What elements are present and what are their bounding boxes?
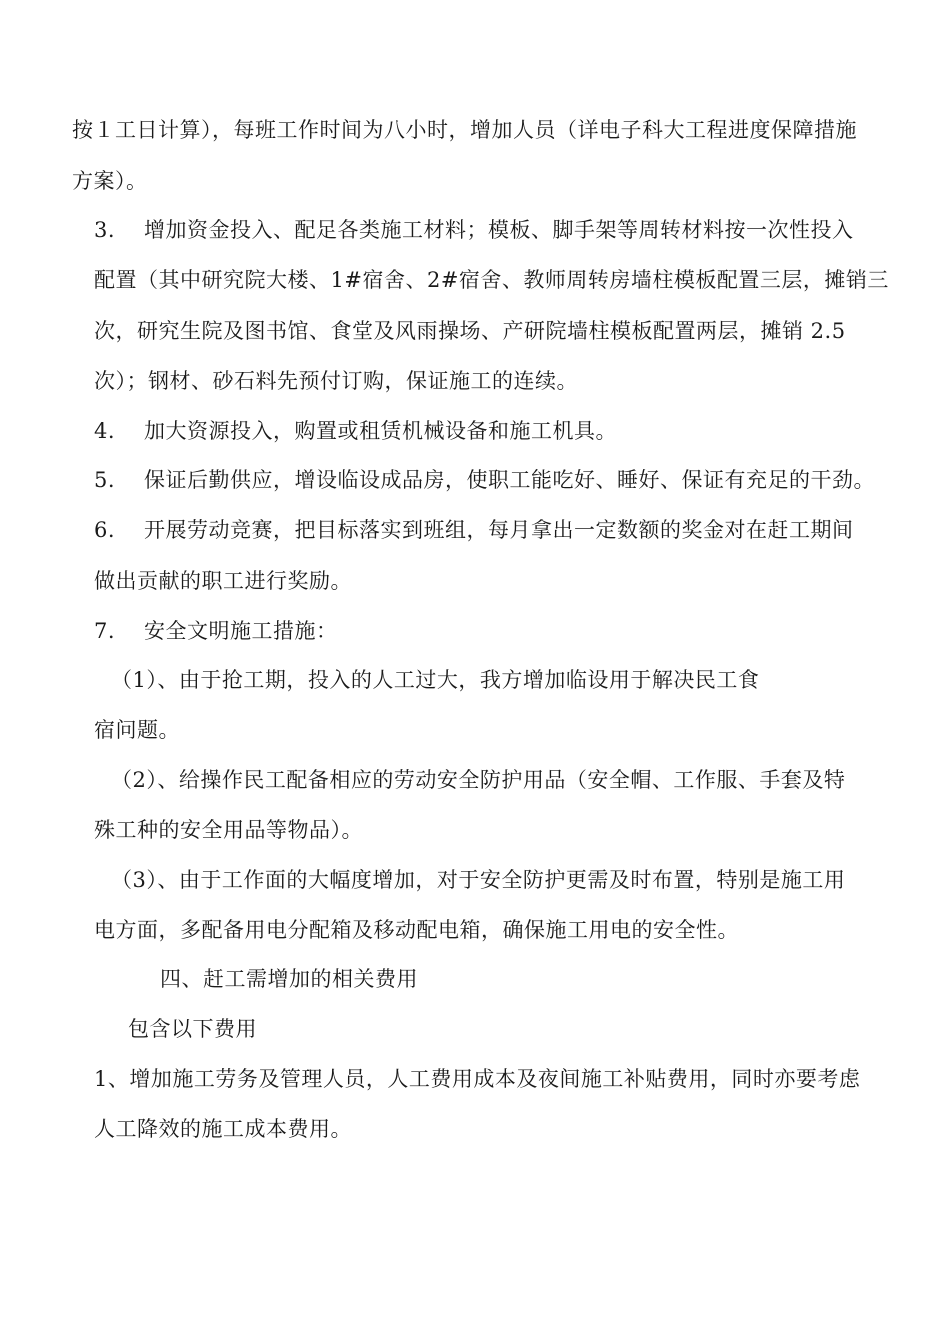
list-text: 开展劳动竞赛，把目标落实到班组，每月拿出一定数额的奖金对在赶工期间	[144, 518, 854, 542]
list-number: 3.	[94, 218, 116, 242]
paragraph-line: 按１工日计算），每班工作时间为八小时，增加人员（详电子科大工程进度保障措施	[72, 118, 857, 142]
paragraph-line: 做出贡献的职工进行奖励。	[94, 569, 352, 593]
list-text: 增加资金投入、配足各类施工材料；模板、脚手架等周转材料按一次性投入	[144, 218, 854, 242]
list-number: 4.	[94, 419, 116, 443]
list-item-5	[94, 467, 875, 493]
list-item-3	[94, 217, 854, 243]
paragraph-line: （2）、给操作民工配备相应的劳动安全防护用品（安全帽、工作服、手套及特	[111, 768, 846, 792]
list-number: 6.	[94, 518, 116, 542]
paragraph-line: 人工降效的施工成本费用。	[94, 1117, 352, 1141]
list-item-7	[94, 618, 338, 644]
paragraph-line: 宿问题。	[94, 718, 180, 742]
paragraph-line: 包含以下费用	[128, 1017, 257, 1041]
paragraph-line: 方案）。	[72, 169, 148, 193]
paragraph-line: 电方面，多配备用电分配箱及移动配电箱，确保施工用电的安全性。	[94, 918, 739, 942]
paragraph-line: 1、增加施工劳务及管理人员，人工费用成本及夜间施工补贴费用，同时亦要考虑	[94, 1067, 861, 1091]
paragraph-line: （1）、由于抢工期，投入的人工过大，我方增加临设用于解决民工食	[111, 668, 760, 692]
list-number: 7.	[94, 619, 116, 643]
paragraph-line: 次）；钢材、砂石料先预付订购，保证施工的连续。	[94, 369, 578, 393]
list-item-6	[94, 517, 854, 543]
list-text: 安全文明施工措施：	[144, 619, 338, 643]
list-text: 加大资源投入，购置或租赁机械设备和施工机具。	[144, 419, 617, 443]
list-item-4	[94, 418, 617, 444]
paragraph-line: 殊工种的安全用品等物品）。	[94, 818, 363, 842]
paragraph-line: （3）、由于工作面的大幅度增加，对于安全防护更需及时布置，特别是施工用	[111, 868, 846, 892]
list-number: 5.	[94, 468, 116, 492]
paragraph-line: 次，研究生院及图书馆、食堂及风雨操场、产研院墙柱模板配置两层，摊销 2.5	[94, 319, 846, 343]
paragraph-line: 配置（其中研究院大楼、1#宿舍、2#宿舍、教师周转房墙柱模板配置三层，摊销三	[94, 268, 889, 292]
list-text: 保证后勤供应，增设临设成品房，使职工能吃好、睡好、保证有充足的干劲。	[144, 468, 875, 492]
section-heading: 四、赶工需增加的相关费用	[160, 967, 418, 991]
